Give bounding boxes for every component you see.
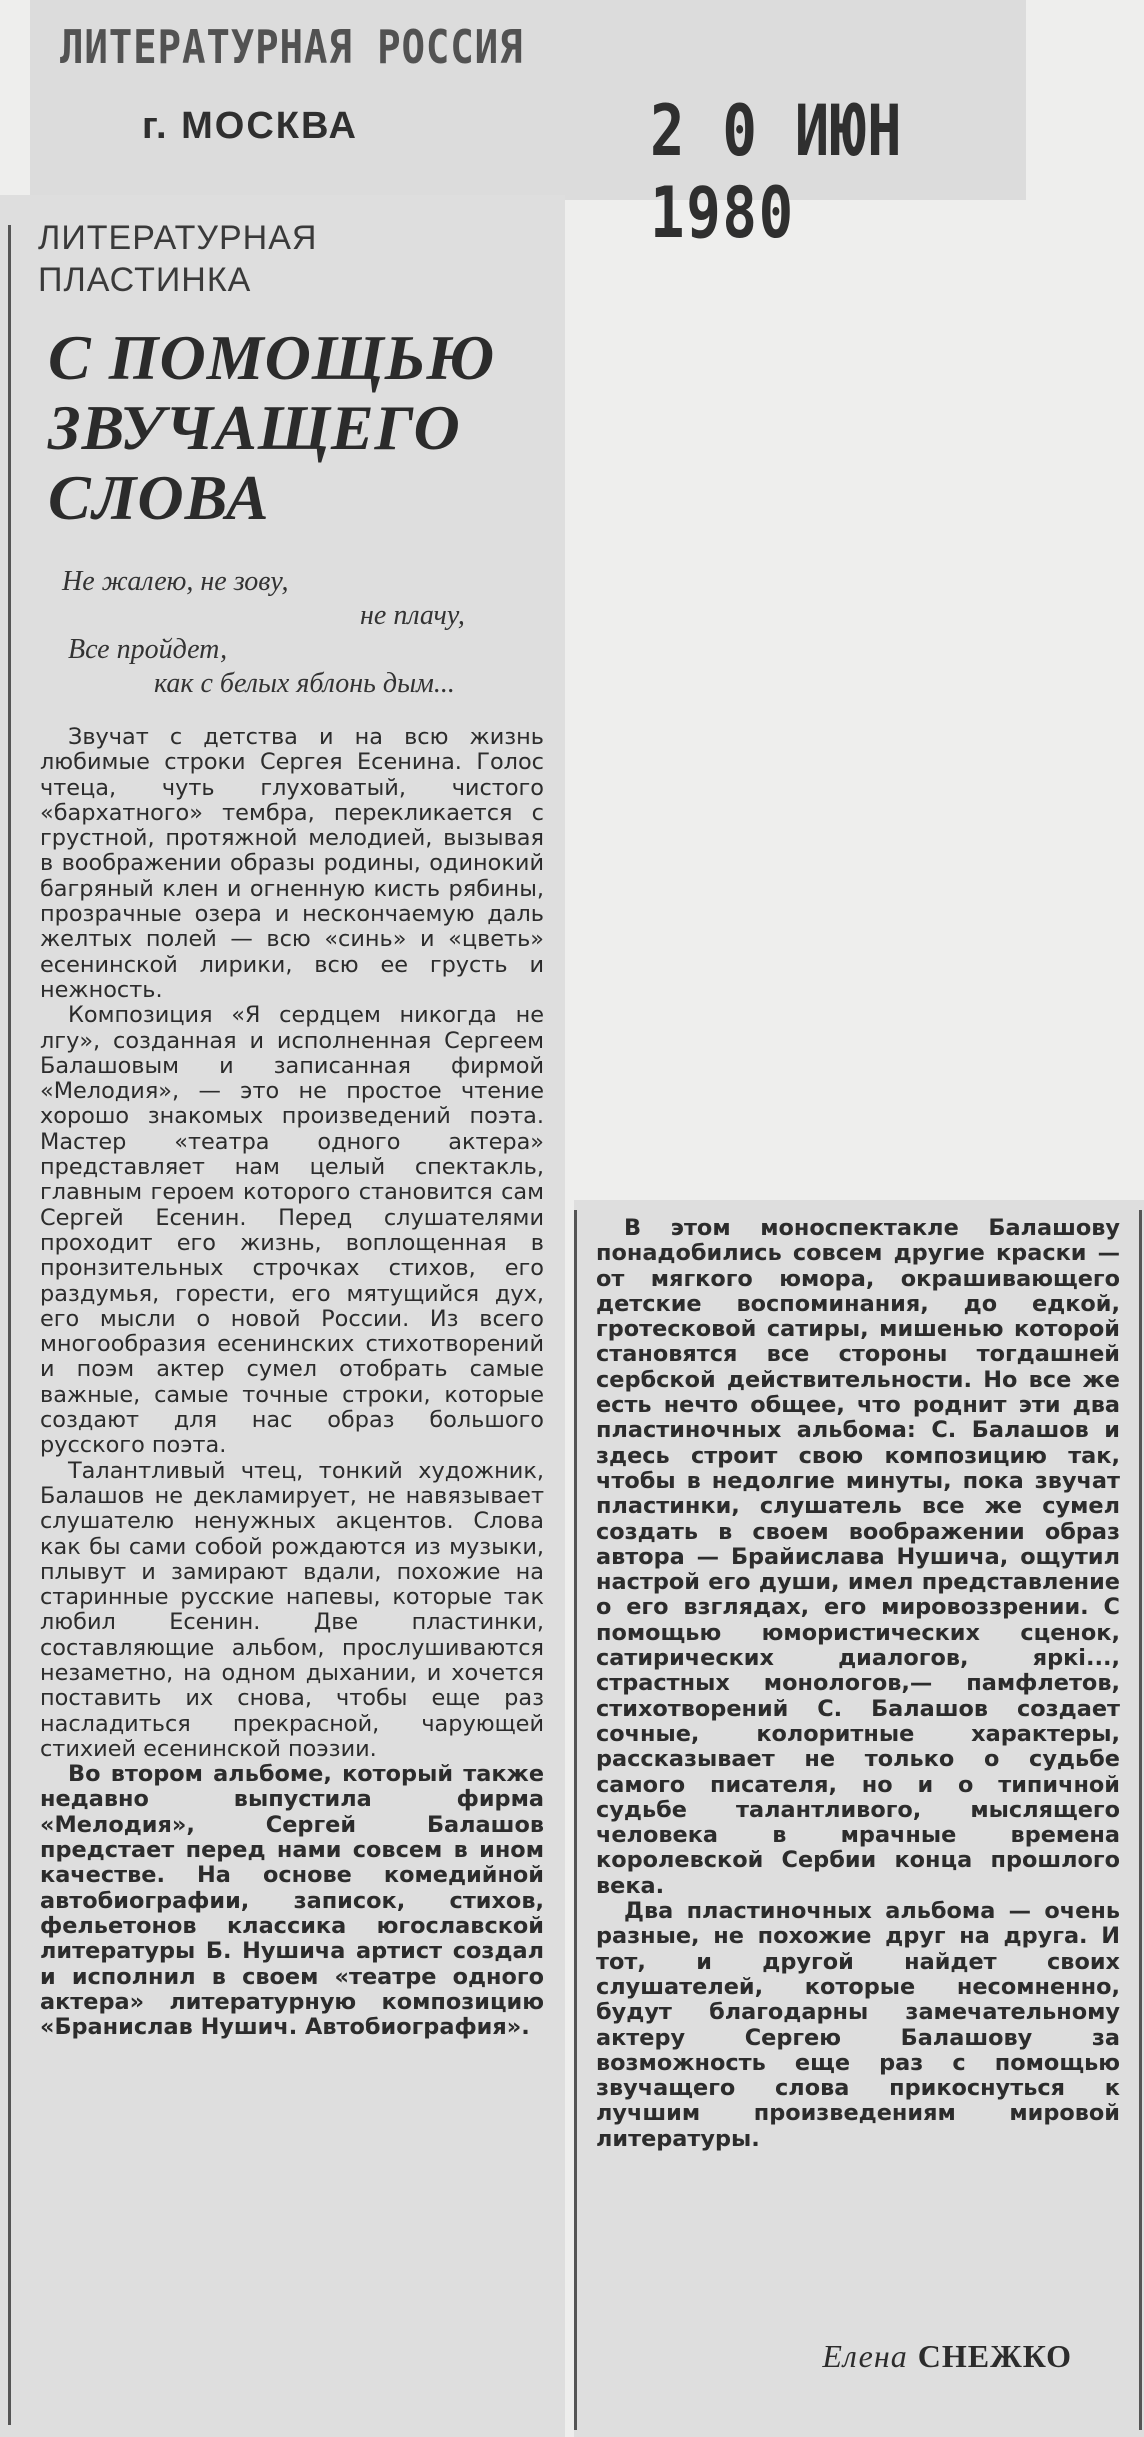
frame-border-right <box>1139 1210 1142 2430</box>
newspaper-stamp <box>30 0 1026 254</box>
article-headline <box>48 323 495 533</box>
epigraph-line: Не жалею, не зову, <box>62 566 289 597</box>
author-first-name: Елена <box>822 2338 908 2374</box>
column-rule <box>8 225 11 2425</box>
headline-line: ЗВУЧАЩЕГО <box>48 392 461 463</box>
rubric-line: ЛИТЕРАТУРНАЯ <box>38 219 318 257</box>
headline-line: С ПОМОЩЬЮ <box>48 322 496 393</box>
frame-border-left <box>574 1210 577 2430</box>
headline-line: СЛОВА <box>48 462 270 533</box>
newspaper-name: ЛИТЕРАТУРНАЯ РОССИЯ <box>60 20 524 74</box>
author-signature <box>822 2338 1072 2375</box>
paragraph: Композиция «Я сердцем никогда не лгу», созданная и исполненная Сергеем Балашовым и записанная фирмой «Мелодия», — это не простое чтение хорошо знакомых произведений поэта. Мастер «театра одного актера» представляет нам целый спектакль, главным героем которого становится сам Сергей Есенин. Перед слушателями проходит его жизнь, воплощенная в пронзительных строчках стихов, его раздумья, горести, его мятущийся дух, его мысли о новой России. Из всего многообразия есенинских стихотворений и поэм актер сумел отобрать самые важные, самые точные строки, которые создают для нас образ большого русского поэта. <box>40 1002 544 1459</box>
article-body-right <box>596 1216 1120 2152</box>
epigraph-line: Все пройдет, <box>68 634 228 665</box>
article-left-clipping <box>0 195 565 2437</box>
rubric-line: ПЛАСТИНКА <box>38 261 252 299</box>
city-stamp: г. МОСКВА <box>142 105 358 147</box>
date-stamp: 2 0 ИЮН 1980 <box>650 90 904 254</box>
article-right-clipping <box>574 1200 1144 2437</box>
rubric <box>38 217 317 301</box>
paragraph: Звучат с детства и на всю жизнь любимые строки Сергея Есенина. Голос чтеца, чуть глуховатый, чистого «бархатного» тембра, перекликается с грустной, протяжной мелодией, вызывая в воображении образы родины, одинокий багряный клен и огненную кисть рябины, прозрачные озера и нескончаемую даль желтых полей — всю «синь» и «цветь» есенинской лирики, всю ее грусть и нежность. <box>40 724 544 1003</box>
epigraph <box>62 565 552 701</box>
epigraph-line: не плачу, <box>360 600 465 631</box>
paragraph: В этом моноспектакле Балашову понадобились совсем другие краски — от мягкого юмора, окрашивающего детские воспоминания, до едкой, гротесковой сатиры, мишенью которой становятся все стороны тогдашней сербской действительности. Но все же есть нечто общее, что роднит эти два пластиночных альбома: С. Балашов и здесь строит свою композицию так, чтобы в недолгие минуты, пока звучат пластинки, слушатель все же сумел создать в своем воображении образ автора — Брайислава Нушича, ощутил настрой его души, имел представление о его взглядах, его мировоззрении. С помощью юмористических сценок, сатирических диалогов, яркi..., страстных монологов,— памфлетов, стихотворений С. Балашов создает сочные, колоритные характеры, рассказывает не только о судьбе самого писателя, но и о типичной судьбе талантливого, мыслящего человека в мрачные времена королевской Сербии конца прошлого века. <box>596 1215 1120 1899</box>
article-body-left <box>40 725 544 2040</box>
author-last-name: СНЕЖКО <box>917 2338 1072 2374</box>
paragraph: Во втором альбоме, который также недавно выпустила фирма «Мелодия», Сергей Балашов предстает перед нами совсем в ином качестве. На основе комедийной автобиографии, записок, стихов, фельетонов классика югославской литературы Б. Нушича артист создал и исполнил в своем «театре одного актера» литературную композицию «Бранислав Нушич. Автобиография». <box>40 1761 544 2041</box>
epigraph-line: как с белых яблонь дым... <box>154 668 455 699</box>
paragraph: Талантливый чтец, тонкий художник, Балашов не декламирует, не навязывает слушателю ненужных акцентов. Слова как бы сами собой рождаются из музыки, плывут и замирают вдали, похожие на старинные русские напевы, которые так любил Есенин. Две пластинки, составляющие альбом, прослушиваются незаметно, на одном дыхании, и хочется поставить их снова, чтобы еще раз насладиться прекрасной, чарующей стихией есенинской поэзии. <box>40 1457 544 1762</box>
paragraph: Два пластиночных альбома — очень разные, не похожие друг на друга. И тот, и другой найдет своих слушателей, которые несомненно, будут благодарны замечательному актеру Сергею Балашову за возможность еще раз с помощью звучащего слова прикоснуться к лучшим произведениям мировой литературы. <box>596 1898 1120 2152</box>
